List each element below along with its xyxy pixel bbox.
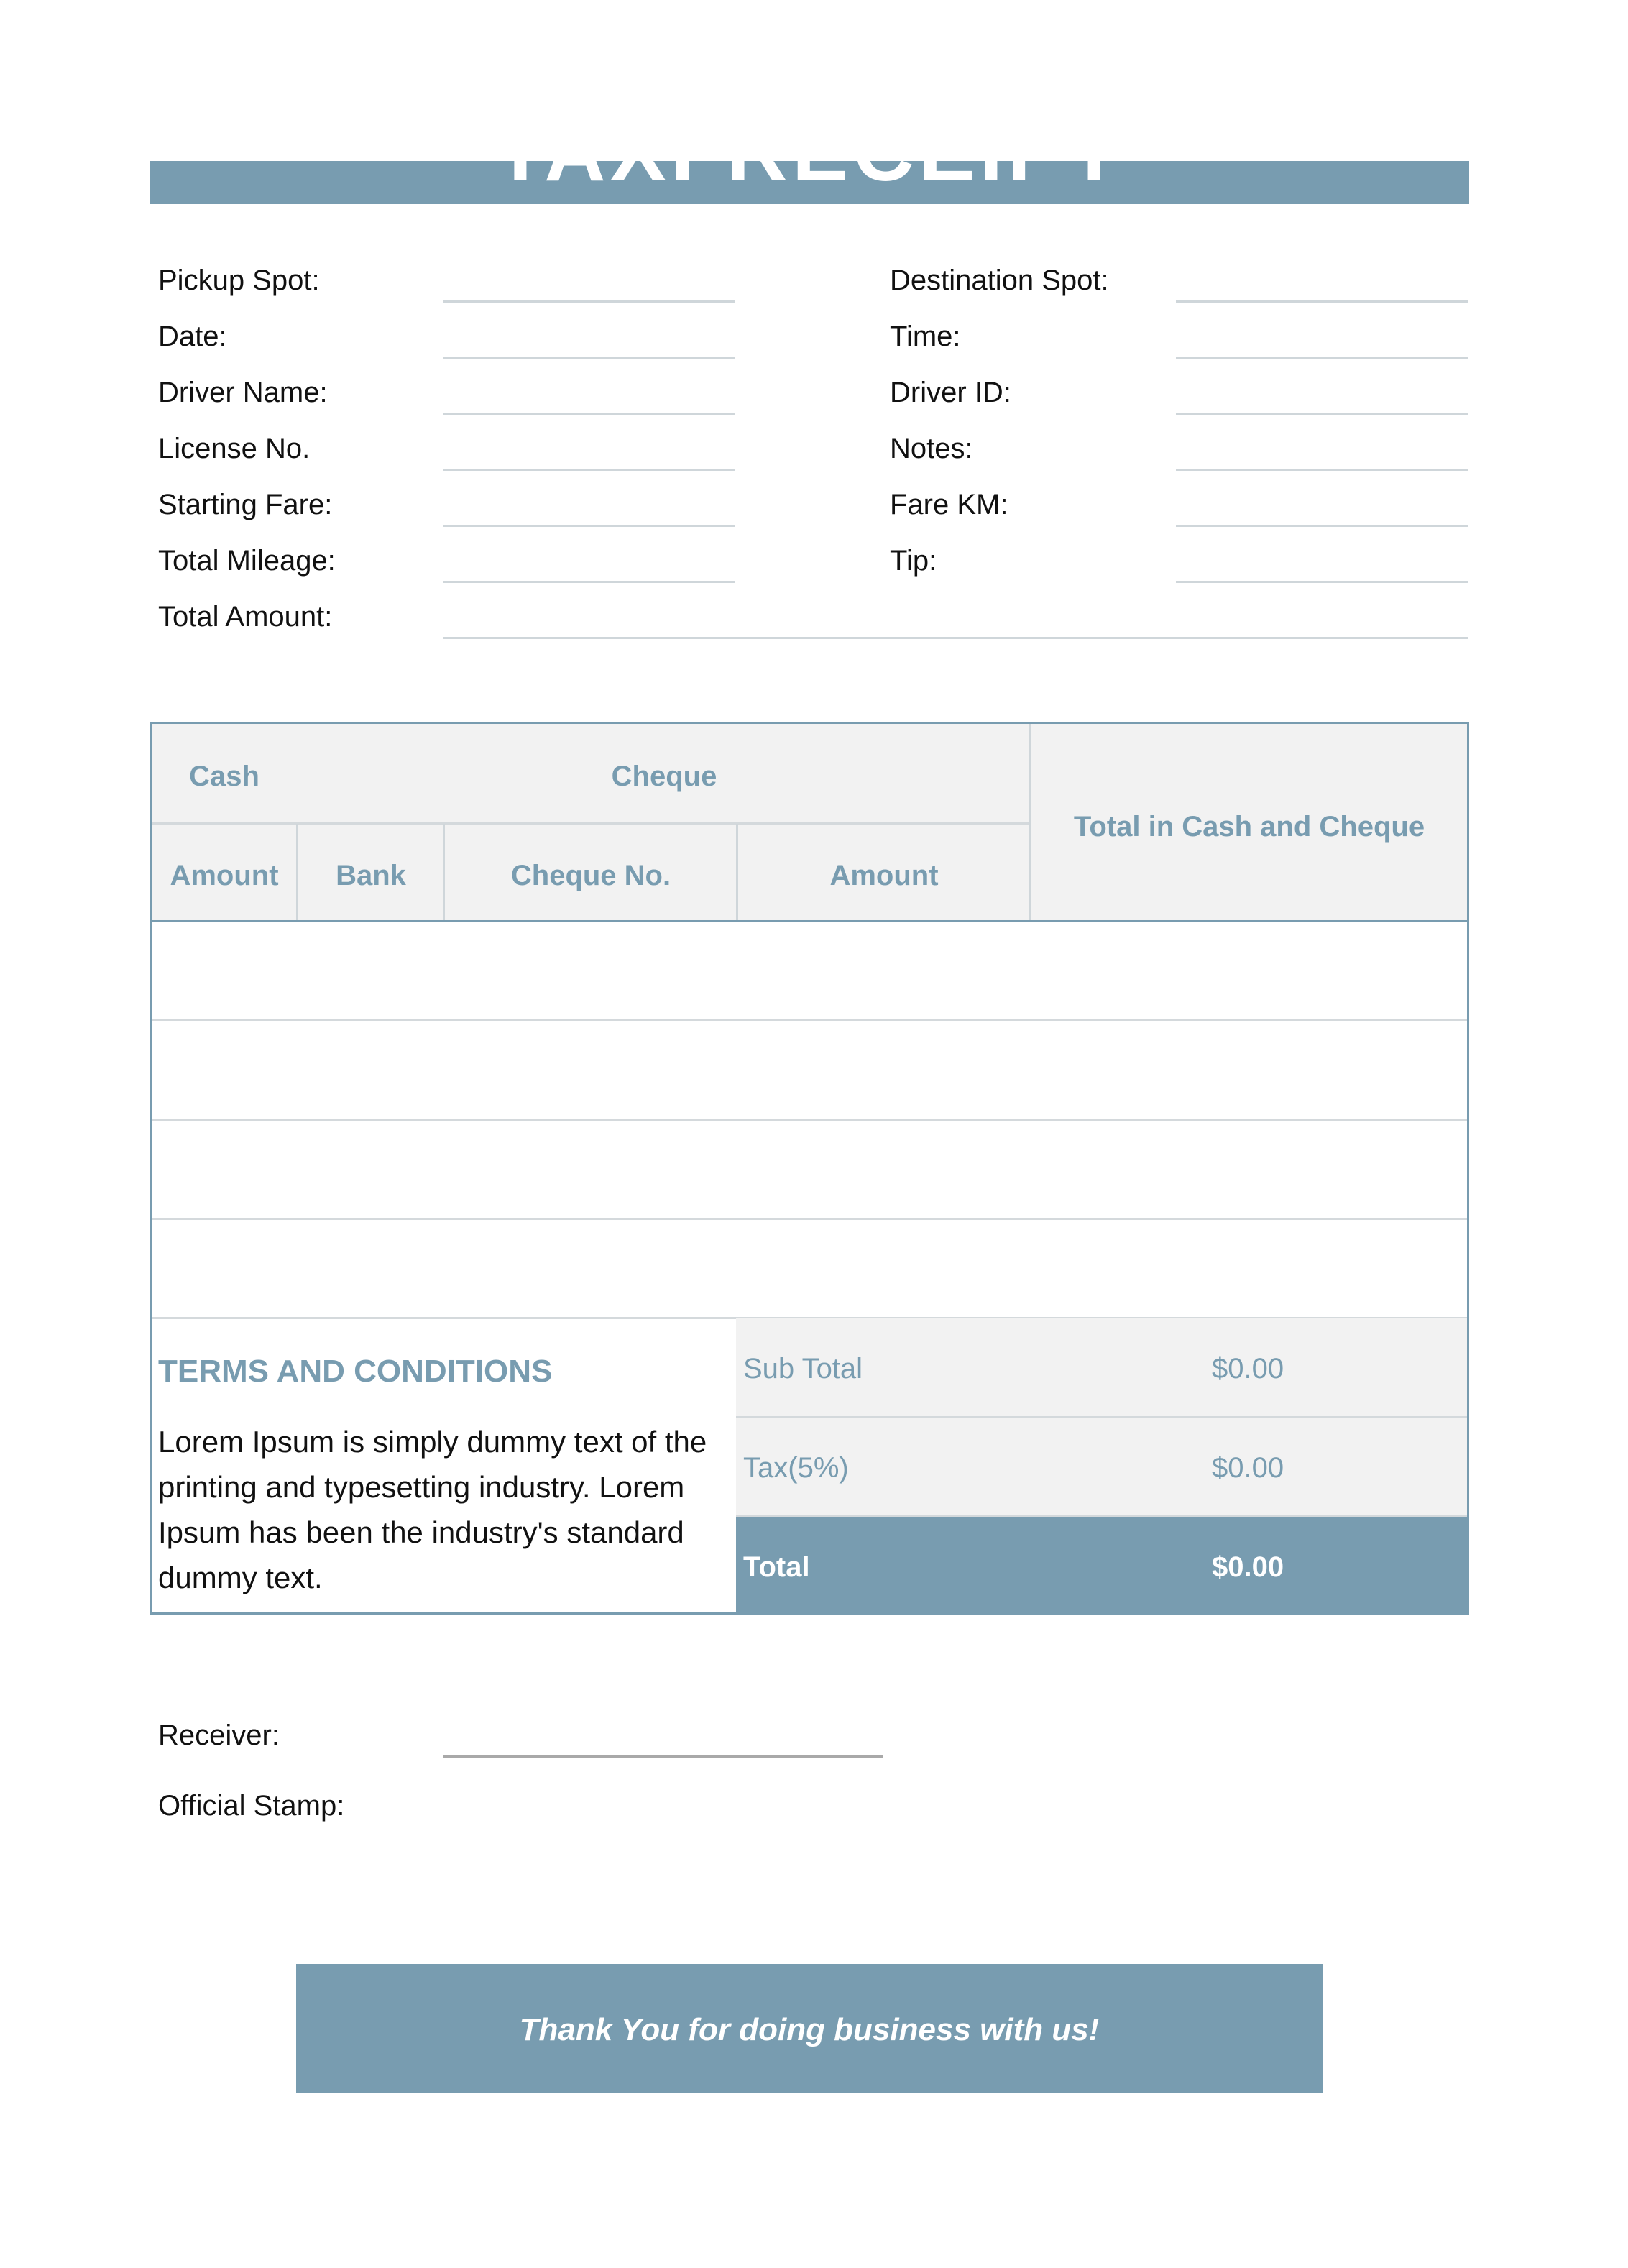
receiver-label: Receiver: xyxy=(158,1720,280,1751)
total-mileage-label: Total Mileage: xyxy=(158,545,336,577)
total-value: $0.00 xyxy=(1212,1551,1284,1583)
footer-message: Thank You for doing business with us! xyxy=(519,2012,1100,2047)
total-amount-field[interactable] xyxy=(443,637,1468,639)
tip-label: Tip: xyxy=(890,545,937,577)
terms-body: Lorem Ipsum is simply dummy text of the printing and typesetting industry. Lorem Ipsum has been the industry's standard dummy text. xyxy=(158,1425,707,1594)
header-cheque-amount: Amount xyxy=(829,860,939,891)
time-field[interactable] xyxy=(1176,357,1468,359)
license-no-label: License No. xyxy=(158,433,311,464)
date-label: Date: xyxy=(158,321,227,352)
fare-km-field[interactable] xyxy=(1176,525,1468,527)
notes-field[interactable] xyxy=(1176,469,1468,471)
subtotal-value: $0.00 xyxy=(1212,1353,1284,1385)
starting-fare-field[interactable] xyxy=(443,525,735,527)
receiver-signature-field[interactable] xyxy=(443,1755,883,1758)
driver-id-field[interactable] xyxy=(1176,413,1468,415)
starting-fare-label: Starting Fare: xyxy=(158,489,333,520)
destination-spot-field[interactable] xyxy=(1176,300,1468,303)
header-bank: Bank xyxy=(336,860,406,891)
header-cheque: Cheque xyxy=(611,761,717,792)
footer-banner xyxy=(296,1964,1323,2093)
total-label: Total xyxy=(743,1551,810,1583)
driver-name-field[interactable] xyxy=(443,413,735,415)
total-mileage-field[interactable] xyxy=(443,581,735,583)
pickup-spot-field[interactable] xyxy=(443,300,735,303)
tip-field[interactable] xyxy=(1176,581,1468,583)
page-title: TAXI RECEIPT xyxy=(494,104,1125,199)
header-cash-amount: Amount xyxy=(170,860,279,891)
header-cheque-no: Cheque No. xyxy=(510,860,671,891)
time-label: Time: xyxy=(890,321,961,352)
date-field[interactable] xyxy=(443,357,735,359)
fare-km-label: Fare KM: xyxy=(890,489,1008,520)
terms-title: TERMS AND CONDITIONS xyxy=(158,1354,553,1389)
header-cash: Cash xyxy=(189,761,259,792)
license-no-field[interactable] xyxy=(443,469,735,471)
title-banner xyxy=(150,104,1469,204)
driver-id-label: Driver ID: xyxy=(890,377,1011,408)
tax-value: $0.00 xyxy=(1212,1452,1284,1484)
header-total-cash-cheque: Total in Cash and Cheque xyxy=(1073,811,1425,843)
driver-name-label: Driver Name: xyxy=(158,377,328,408)
official-stamp-label: Official Stamp: xyxy=(158,1790,345,1822)
pickup-spot-label: Pickup Spot: xyxy=(158,265,320,296)
subtotal-label: Sub Total xyxy=(743,1353,863,1385)
total-amount-label: Total Amount: xyxy=(158,601,333,633)
destination-spot-label: Destination Spot: xyxy=(890,265,1109,296)
notes-label: Notes: xyxy=(890,433,973,464)
tax-label: Tax(5%) xyxy=(743,1452,849,1484)
